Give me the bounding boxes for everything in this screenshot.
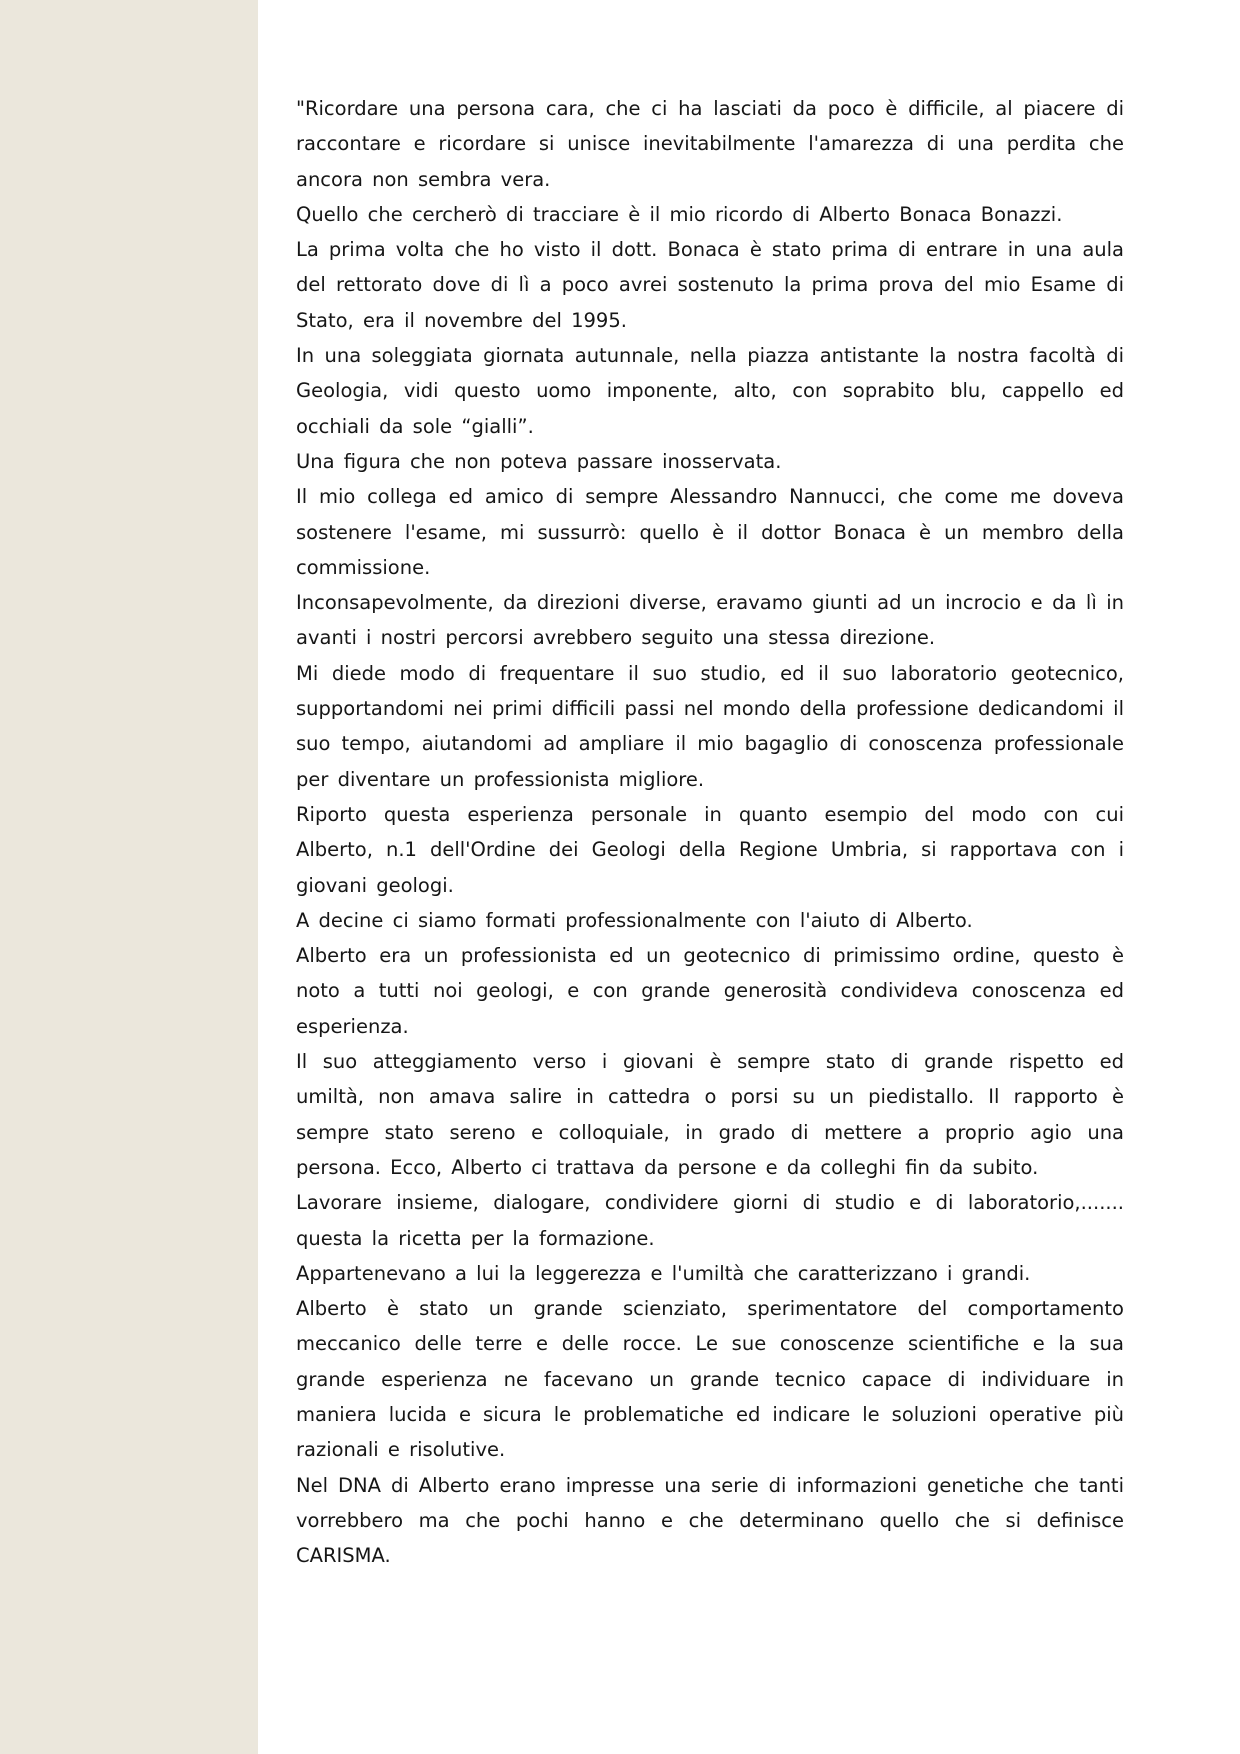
paragraph: La prima volta che ho visto il dott. Bonaca è stato prima di entrare in una aula del rettorato dove di lì a poco avrei sostenuto la prima prova del mio Esame di Stato, era il novembre del 1995. [296,238,1124,332]
paragraph: Quello che cercherò di tracciare è il mio ricordo di Alberto Bonaca Bonazzi. [296,202,1063,226]
paragraph: Lavorare insieme, dialogare, condividere giorni di studio e di laboratorio,....... questa la ricetta per la formazione. [296,1191,1124,1250]
paragraph: Il mio collega ed amico di sempre Alessandro Nannucci, che come me doveva sostenere l'esame, mi sussurrò: quello è il dottor Bonaca è un membro della commissione. [296,485,1124,579]
paragraph: "Ricordare una persona cara, che ci ha lasciati da poco è difficile, al piacere di raccontare e ricordare si unisce inevitabilmente l'amarezza di una perdita che ancora non sembra vera. [296,97,1124,191]
paragraph: Alberto era un professionista ed un geotecnico di primissimo ordine, questo è noto a tutti noi geologi, e con grande generosità condivideva conoscenza ed esperienza. [296,944,1124,1038]
paragraph: A decine ci siamo formati professionalmente con l'aiuto di Alberto. [296,908,973,932]
paragraph: Inconsapevolmente, da direzioni diverse, eravamo giunti ad un incrocio e da lì in avanti i nostri percorsi avrebbero seguito una stessa direzione. [296,591,1124,650]
side-band [0,0,258,1754]
paragraph: Alberto è stato un grande scienziato, sperimentatore del comportamento meccanico delle terre e delle rocce. Le sue conoscenze scientifiche e la sua grande esperienza ne facevano un grande tecnico capace di individuare in maniera lucida e sicura le problematiche ed indicare le soluzioni operative più razionali e risolutive. [296,1297,1124,1462]
paragraph: Una figura che non poteva passare inosservata. [296,449,782,473]
paragraph: Il suo atteggiamento verso i giovani è sempre stato di grande rispetto ed umiltà, non amava salire in cattedra o porsi su un piedistallo. Il rapporto è sempre stato sereno e colloquiale, in grado di mettere a proprio agio una persona. Ecco, Alberto ci trattava da persone e da colleghi fin da subito. [296,1050,1124,1179]
paragraph: Riporto questa esperienza personale in quanto esempio del modo con cui Alberto, n.1 dell'Ordine dei Geologi della Regione Umbria, si rapportava con i giovani geologi. [296,802,1124,897]
paragraph: In una soleggiata giornata autunnale, nella piazza antistante la nostra facoltà di Geologia, vidi questo uomo imponente, alto, con soprabito blu, cappello ed occhiali da sole “gialli”. [296,344,1124,438]
paragraph: Mi diede modo di frequentare il suo studio, ed il suo laboratorio geotecnico, supportandomi nei primi difficili passi nel mondo della professione dedicandomi il suo tempo, aiutandomi ad ampliare il mio bagaglio di conoscenza professionale per diventare un professionista migliore. [296,661,1124,791]
paragraph: Appartenevano a lui la leggerezza e l'umiltà che caratterizzano i grandi. [296,1261,1031,1285]
paragraph: Nel DNA di Alberto erano impresse una serie di informazioni genetiche che tanti vorrebbero ma che pochi hanno e che determinano quello che si definisce CARISMA. [296,1473,1124,1568]
page-content [296,91,1124,1573]
